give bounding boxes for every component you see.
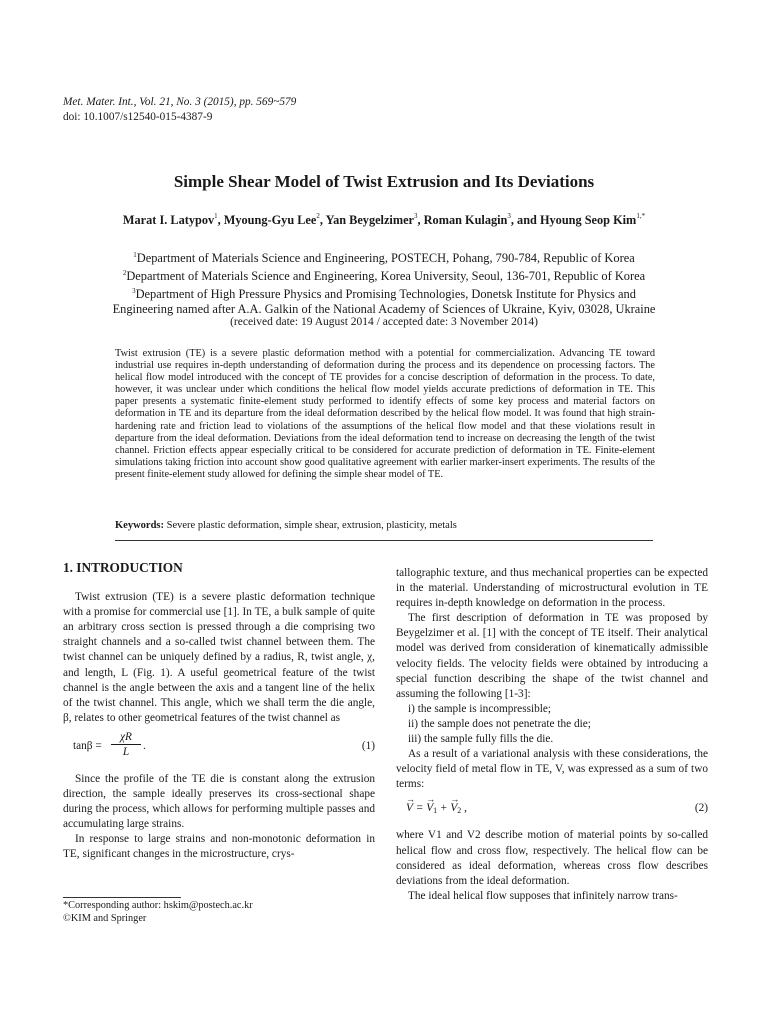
author-separator: , and	[510, 213, 540, 227]
copyright-line: ©KIM and Springer	[63, 913, 147, 924]
right-column	[396, 566, 708, 904]
keywords-text: Severe plastic deformation, simple shear, extrusion, plasticity, metals	[164, 520, 457, 531]
author-affil-mark: 2	[316, 212, 320, 220]
affiliation-3	[60, 284, 708, 302]
author-affil-mark: 1,*	[636, 212, 646, 220]
subscript: 2	[457, 806, 462, 816]
equation-number: (2)	[694, 802, 708, 815]
equation-number: (1)	[361, 739, 375, 752]
list-item: iii) the sample fully fills the die.	[408, 733, 554, 746]
velocity-vector: → V	[406, 801, 413, 816]
equation-fraction	[111, 730, 141, 759]
left-column	[63, 560, 375, 863]
paragraph: The first description of deformation in TE was proposed by Beygelzimer et al. [1] with the concept of TE itself. Their analytical model was derived from consideration of kinematically admissible velocity fields. The velocity fields were obtained by introducing a special function describing the shape of the twist channel and assuming the following [1-3]:	[396, 612, 708, 700]
author-separator: ,	[217, 213, 224, 227]
corresponding-author: *Corresponding author: hskim@postech.ac.kr	[63, 900, 253, 911]
author-name: Yan Beygelzimer	[325, 213, 415, 227]
journal-line: Met. Mater. Int., Vol. 21, No. 3 (2015), pp. 569~579	[63, 96, 297, 108]
author-separator: ,	[417, 213, 424, 227]
affil-text: Department of High Pressure Physics and Promising Technologies, Donetsk Institute for Physics and	[135, 287, 636, 301]
equation-comma: ,	[461, 802, 467, 815]
doi-line: doi: 10.1007/s12540-015-4387-9	[63, 110, 213, 123]
footnote	[63, 899, 253, 925]
velocity-vector-2: → V	[450, 801, 457, 816]
abstract: Twist extrusion (TE) is a severe plastic deformation method with a potential for commercialization. Advancing TE toward industrial use requires in-depth understanding of deformation during the process and its dependence on processing factors. The helical flow model introduced with the concept of TE provides for a concise description of deformation in the process. To date, however, it was unclear under which conditions the helical flow model yields accurate predictions of deformation in TE. This paper presents a systematic finite-element study performed to identify effects of some key process and material factors on deformation in TE and its departure from the ideal deformation described by the helical flow model. It was found that high strain-hardening rate and friction lead to violations of the assumptions of the helical flow model and that these violations result in departure from the ideal deformation. Deviations from the ideal deformation tend to increase on decreasing the length of the twist channel. Friction effects appear especially critical to be considered for accurate prediction of deformation in TE. Finite-element simulations taking friction into account show good qualitative agreement with earlier marker-insert experiments. The results of the present finite-element study allowed for defining the simple shear model of TE.	[115, 348, 655, 480]
list-item: i) the sample is incompressible;	[408, 702, 552, 715]
equation-lhs: tanβ =	[73, 739, 102, 752]
author-name: Hyoung Seop Kim	[539, 213, 637, 227]
affiliation-3-cont: Engineering named after A.A. Galkin of the National Academy of Sciences of Ukraine, Kyiv, 03028, Ukraine	[112, 302, 656, 316]
paragraph: In response to large strains and non-monotonic deformation in TE, significant changes in the microstructure, crys-	[63, 833, 375, 861]
equation-2	[396, 796, 708, 822]
author-affil-mark: 3	[414, 212, 418, 220]
citation-header	[63, 95, 296, 124]
equation-body	[406, 801, 467, 818]
affiliation-1	[60, 248, 708, 266]
equation-1	[63, 732, 375, 764]
author-name: Roman Kulagin	[423, 213, 508, 227]
footnote-divider	[63, 897, 181, 898]
section-heading: 1. INTRODUCTION	[63, 560, 183, 575]
affil-text: Department of Materials Science and Engineering, POSTECH, Pohang, 790-784, Republic of Korea	[136, 251, 635, 265]
paragraph: where V1 and V2 describe motion of material points by so-called helical flow and cross flow, respectively. The helical flow can be considered as ideal deformation, whereas cross flow describes deviations from the ideal deformation.	[396, 829, 708, 887]
fraction-numerator: χR	[111, 730, 141, 745]
author-separator: ,	[319, 213, 326, 227]
affil-mark: 2	[122, 269, 127, 277]
received-accepted-dates: (received date: 19 August 2014 / accepted date: 3 November 2014)	[230, 316, 538, 328]
author-name: Marat I. Latypov	[122, 213, 215, 227]
keywords-label: Keywords:	[115, 520, 164, 531]
author-affil-mark: 1	[214, 212, 218, 220]
equation-period: .	[143, 739, 146, 752]
author-list	[0, 212, 768, 228]
author-affil-mark: 3	[507, 212, 511, 220]
equals-sign: =	[412, 802, 427, 815]
paper-title: Simple Shear Model of Twist Extrusion and Its Deviations	[173, 172, 595, 191]
affil-mark: 3	[132, 287, 136, 295]
subscript: 1	[433, 806, 438, 816]
paragraph: The ideal helical flow supposes that infinitely narrow trans-	[408, 889, 678, 902]
velocity-vector-1: → V	[426, 801, 433, 816]
abstract-divider	[115, 540, 653, 541]
fraction-denominator: L	[122, 745, 130, 758]
paragraph: Since the profile of the TE die is constant along the extrusion direction, the sample ideally preserves its cross-sectional shape during the process, which allows for performing multiple passes and accumulating large strains.	[63, 772, 375, 831]
affiliations	[60, 248, 708, 317]
author-name: Myoung-Gyu Lee	[223, 213, 317, 227]
affil-mark: 1	[133, 251, 137, 259]
list-item: ii) the sample does not penetrate the die;	[408, 717, 591, 730]
paragraph: tallographic texture, and thus mechanical properties can be expected in the material. Understanding of microstructural evolution in TE requires in-depth knowledge on deformation in the process.	[396, 567, 708, 610]
keywords	[115, 520, 655, 531]
paragraph: Twist extrusion (TE) is a severe plastic deformation technique with a promise for commercial use [1]. In TE, a bulk sample of quite an arbitrary cross section is pressed through a die comprising two straight channels and a so-called twist channel between them. The twist channel can be uniquely defined by a radius, R, twist angle, χ, and length, L (Fig. 1). A useful geometrical feature of the twist channel is the angle between the axis and a tangent line of the helix of the twist channel. This angle, which we shall term the die angle, β, relates to other geometrical features of the twist channel as	[63, 591, 375, 724]
affil-text: Department of Materials Science and Engineering, Korea University, Seoul, 136-701, Republic of Korea	[126, 269, 646, 283]
affiliation-2	[60, 266, 708, 284]
plus-sign: +	[437, 802, 451, 815]
paragraph: As a result of a variational analysis with these considerations, the velocity field of metal flow in TE, V, was expressed as a sum of two terms:	[396, 748, 708, 791]
